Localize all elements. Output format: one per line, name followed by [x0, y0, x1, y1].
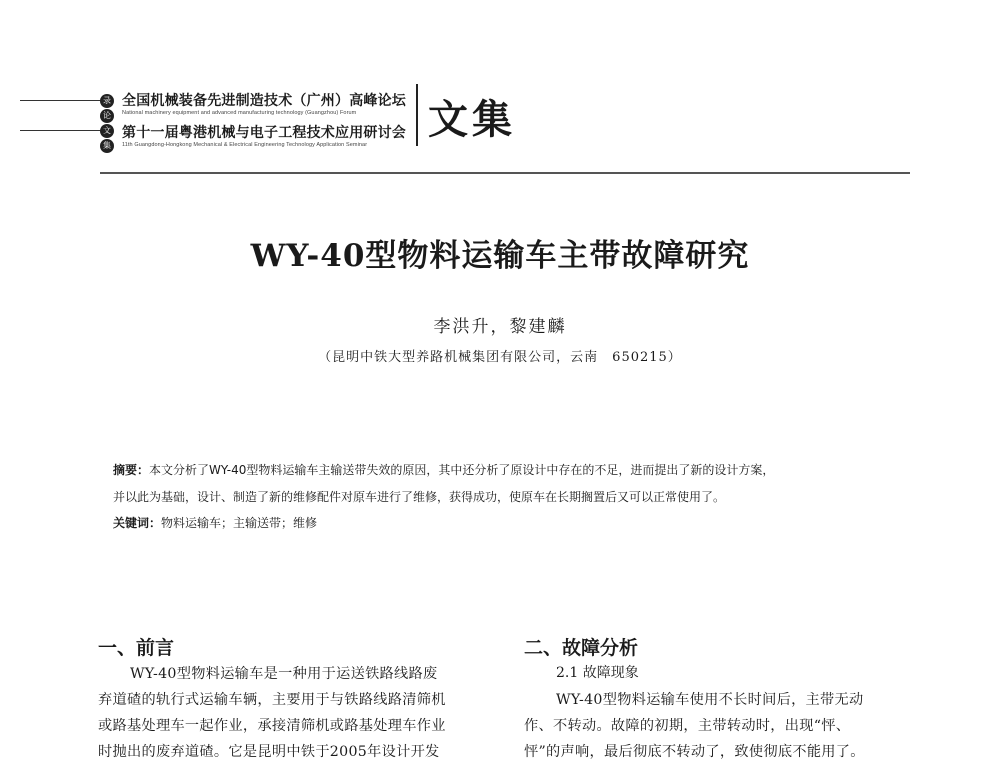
- header-line1-cn: 全国机械装备先进制造技术（广州）高峰论坛: [122, 93, 406, 109]
- section2-subheading: 2.1 故障现象: [556, 665, 639, 681]
- abstract-line1: [113, 461, 774, 478]
- header-dot-3: 文: [100, 124, 114, 138]
- section1-heading: 一、前言: [98, 637, 175, 659]
- section1-line: 或路基处理车一起作业，承接清筛机或路基处理车作业: [98, 718, 446, 734]
- header-dot-2: 论: [100, 109, 114, 123]
- section2-line: 怦”的声响，最后彻底不转动了，致使彻底不能用了。: [524, 744, 865, 760]
- header-dot-1: 录: [100, 94, 114, 108]
- keywords-text: 物料运输车；主输送带；维修: [161, 516, 318, 530]
- keywords-label: 关键词：: [113, 516, 162, 530]
- section2-line: WY-40型物料运输车使用不长时间后，主带无动: [556, 692, 864, 708]
- collection-title: 文集: [428, 96, 516, 143]
- section1-line: 时抛出的废弃道碴。它是昆明中铁于2005年设计开发: [98, 744, 440, 760]
- section1-line: 弃道碴的轨行式运输车辆，主要用于与铁路线路清筛机: [98, 692, 446, 708]
- abstract-text-2: 并以此为基础，设计、制造了新的维修配件对原车进行了维修，获得成功，使原车在长期搁置后又可以正常使用了。: [113, 490, 726, 504]
- section2-line: 作、不转动。故障的初期，主带转动时，出现“怦、: [524, 718, 851, 734]
- paper-authors: 李洪升，黎建麟: [433, 317, 567, 337]
- abstract-label: 摘要：: [113, 463, 150, 477]
- section1-line: WY-40型物料运输车是一种用于运送铁路线路废: [130, 666, 438, 682]
- header-line1-en: National machinery equipment and advanced manufacturing technology (Guangzhou) Forum: [122, 110, 357, 116]
- header-line2-cn: 第十一届粤港机械与电子工程技术应用研讨会: [122, 125, 406, 141]
- header-rule-full: [100, 172, 910, 174]
- paper-affiliation: （昆明中铁大型养路机械集团有限公司，云南 650215）: [318, 350, 682, 365]
- header-line2-en: 11th Guangdong-Hongkong Mechanical & Electrical Engineering Technology Application Seminar: [122, 142, 368, 148]
- paper-title: WY-40型物料运输车主带故障研究: [250, 238, 750, 274]
- keywords-line: [113, 514, 317, 531]
- abstract-text-1: 本文分析了WY-40型物料运输车主输送带失效的原因，其中还分析了原设计中存在的不足，进而提出了新的设计方案，: [149, 463, 775, 477]
- header-rule-top: [20, 100, 105, 101]
- header-dot-4: 集: [100, 139, 114, 153]
- header-rule-bottom: [20, 130, 105, 131]
- header-divider: [416, 84, 418, 146]
- section2-heading: 二、故障分析: [524, 637, 639, 659]
